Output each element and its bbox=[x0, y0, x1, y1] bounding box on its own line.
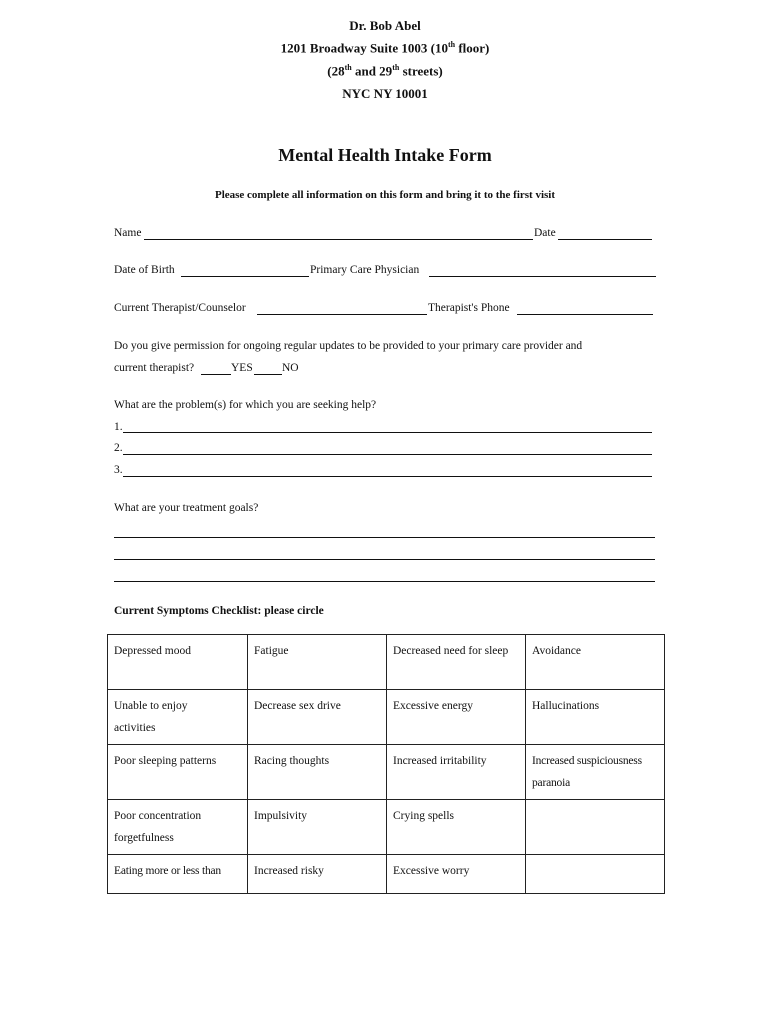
no-blank[interactable] bbox=[254, 374, 282, 375]
problem-number-1: 1. bbox=[114, 421, 123, 433]
therapist-field[interactable] bbox=[257, 314, 427, 315]
symptom-cell[interactable]: Excessive worry bbox=[387, 855, 526, 894]
name-label: Name bbox=[114, 227, 142, 239]
table-row bbox=[108, 690, 665, 745]
form-title: Mental Health Intake Form bbox=[278, 145, 492, 165]
yes-blank[interactable] bbox=[201, 374, 231, 375]
symptom-cell[interactable]: Crying spells bbox=[387, 800, 526, 855]
symptom-cell[interactable] bbox=[526, 855, 665, 894]
symptom-cell[interactable]: Excessive energy bbox=[387, 690, 526, 745]
table-row bbox=[108, 635, 665, 690]
symptom-cell[interactable]: Poor sleeping patterns bbox=[108, 745, 248, 800]
table-row bbox=[108, 800, 665, 855]
goals-question: What are your treatment goals? bbox=[114, 502, 259, 514]
symptom-cell[interactable]: Depressed mood bbox=[108, 635, 248, 690]
pcp-label: Primary Care Physician bbox=[310, 264, 420, 276]
permission-question: Do you give permission for ongoing regular updates to be provided to your primary care provider and bbox=[114, 340, 583, 352]
symptom-cell[interactable]: Decrease sex drive bbox=[248, 690, 387, 745]
streets-line: (28th and 29th streets) bbox=[327, 63, 443, 79]
pcp-field[interactable] bbox=[429, 276, 656, 277]
problems-question: What are the problem(s) for which you are seeking help? bbox=[114, 399, 377, 411]
symptom-cell[interactable]: Avoidance bbox=[526, 635, 665, 690]
problem-number-3: 3. bbox=[114, 464, 123, 476]
problem-field-2[interactable] bbox=[123, 454, 652, 455]
problem-field-3[interactable] bbox=[123, 476, 652, 477]
address-line: 1201 Broadway Suite 1003 (10th floor) bbox=[280, 40, 490, 56]
symptom-cell[interactable]: Increased irritability bbox=[387, 745, 526, 800]
symptoms-heading: Current Symptoms Checklist: please circle bbox=[114, 605, 324, 617]
symptom-cell[interactable]: Eating more or less than bbox=[108, 855, 248, 894]
doctor-name: Dr. Bob Abel bbox=[349, 18, 421, 33]
symptom-cell[interactable] bbox=[526, 800, 665, 855]
city-line: NYC NY 10001 bbox=[342, 86, 428, 101]
permission-question-cont: current therapist? bbox=[114, 362, 195, 374]
problem-number-2: 2. bbox=[114, 442, 123, 454]
date-field[interactable] bbox=[558, 239, 652, 240]
symptom-cell[interactable]: Decreased need for sleep bbox=[387, 635, 526, 690]
therapist-phone-label: Therapist's Phone bbox=[428, 302, 510, 314]
form-instructions: Please complete all information on this form and bring it to the first visit bbox=[214, 189, 556, 201]
symptom-cell[interactable]: Hallucinations bbox=[526, 690, 665, 745]
table-row bbox=[108, 855, 665, 894]
symptoms-table bbox=[107, 634, 665, 894]
date-label: Date bbox=[534, 227, 556, 239]
table-row bbox=[108, 745, 665, 800]
symptom-cell[interactable]: Impulsivity bbox=[248, 800, 387, 855]
goals-field-3[interactable] bbox=[114, 581, 655, 582]
symptom-cell[interactable]: Fatigue bbox=[248, 635, 387, 690]
dob-field[interactable] bbox=[181, 276, 309, 277]
goals-field-2[interactable] bbox=[114, 559, 655, 560]
symptom-cell[interactable]: Unable to enjoy activities bbox=[108, 690, 248, 745]
name-field[interactable] bbox=[144, 239, 533, 240]
no-option: NO bbox=[282, 362, 299, 374]
dob-label: Date of Birth bbox=[114, 264, 175, 276]
symptom-cell[interactable]: Increased suspiciousness paranoia bbox=[526, 745, 665, 800]
yes-option: YES bbox=[231, 362, 253, 374]
symptom-cell[interactable]: Poor concentration forgetfulness bbox=[108, 800, 248, 855]
symptom-cell[interactable]: Increased risky bbox=[248, 855, 387, 894]
problem-field-1[interactable] bbox=[123, 432, 652, 433]
goals-field-1[interactable] bbox=[114, 537, 655, 538]
symptom-cell[interactable]: Racing thoughts bbox=[248, 745, 387, 800]
therapist-phone-field[interactable] bbox=[517, 314, 653, 315]
therapist-label: Current Therapist/Counselor bbox=[114, 302, 246, 314]
